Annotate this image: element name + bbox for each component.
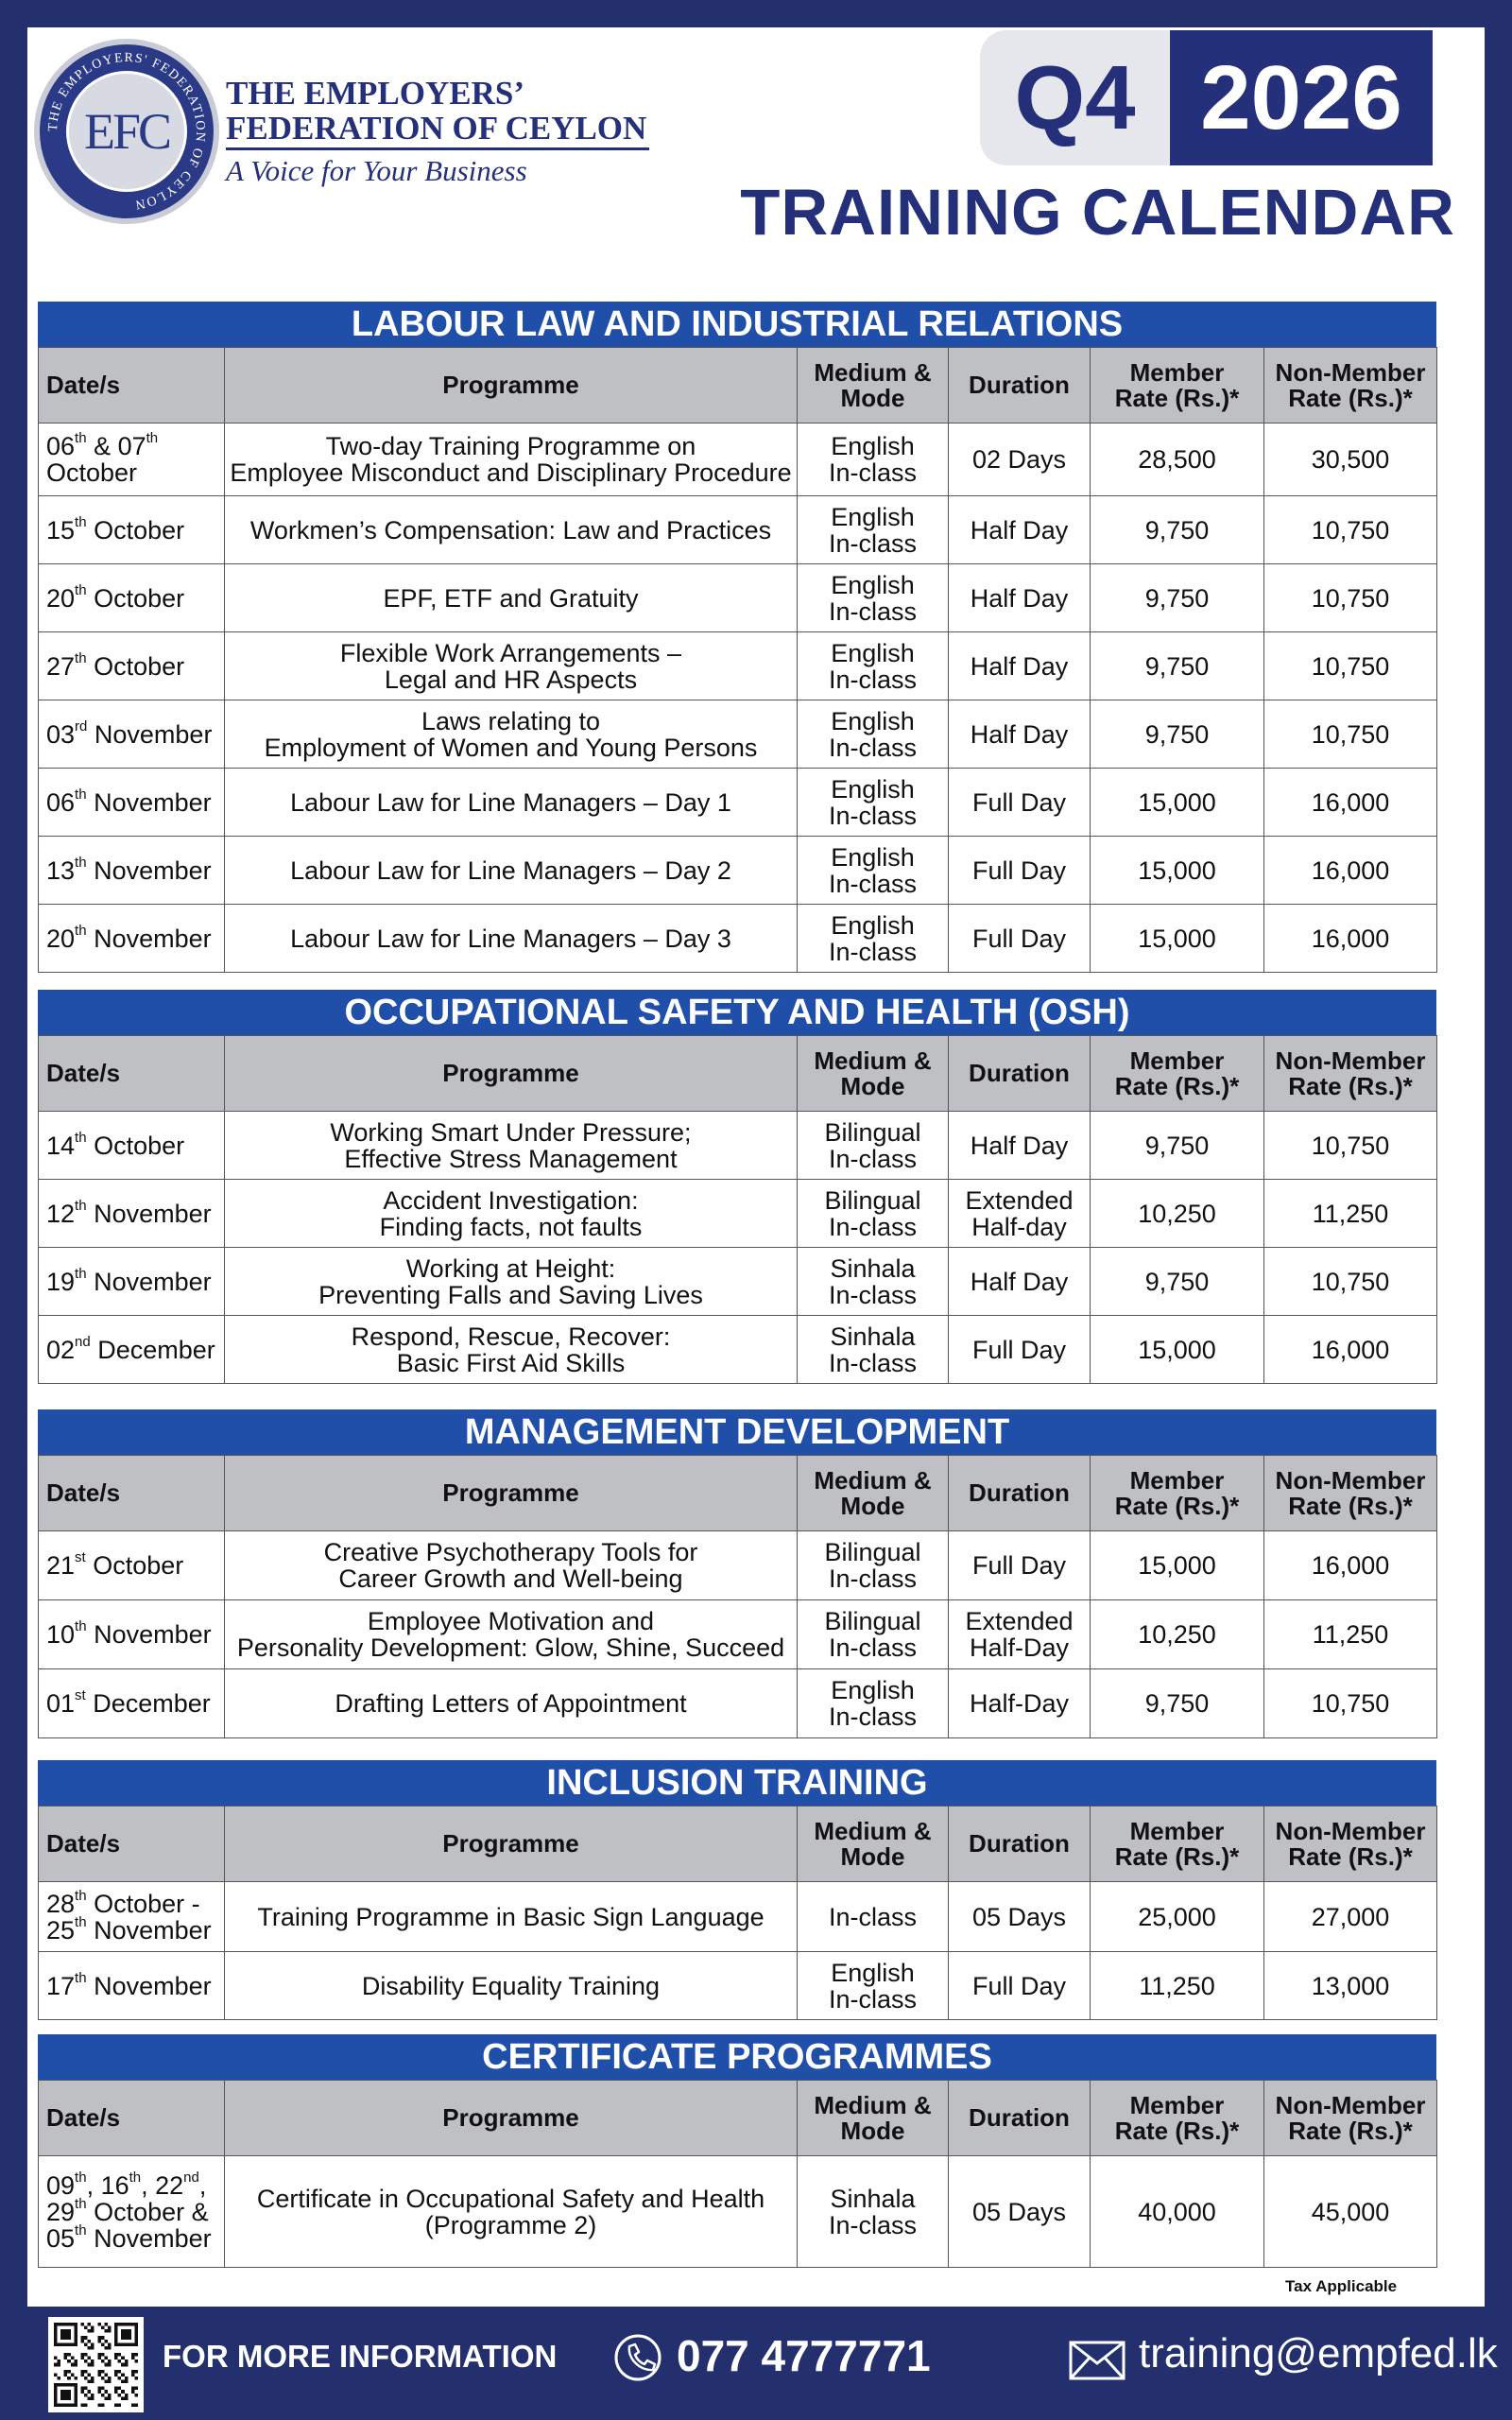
cell-medium: Bilingual In-class <box>798 1600 949 1669</box>
section-title: MANAGEMENT DEVELOPMENT <box>38 1409 1436 1455</box>
table-row <box>39 424 1437 496</box>
cell-nonmember: 10,750 <box>1264 632 1437 700</box>
table-row <box>39 1316 1437 1384</box>
cell-medium: English In-class <box>798 424 949 496</box>
cell-date: 14th October <box>39 1112 225 1180</box>
org-logo-text <box>226 76 649 188</box>
table-header-row <box>39 1036 1437 1112</box>
column-header-programme: Programme <box>225 1036 798 1112</box>
cell-medium: Bilingual In-class <box>798 1180 949 1248</box>
cell-date: 02nd December <box>39 1316 225 1384</box>
cell-programme: Labour Law for Line Managers – Day 1 <box>225 769 798 837</box>
table-row <box>39 1248 1437 1316</box>
cell-medium: English In-class <box>798 496 949 564</box>
cell-member: 11,250 <box>1091 1952 1264 2020</box>
section-title: LABOUR LAW AND INDUSTRIAL RELATIONS <box>38 302 1436 347</box>
cell-member: 9,750 <box>1091 1669 1264 1738</box>
cell-programme: Workmen’s Compensation: Law and Practices <box>225 496 798 564</box>
table-header-row <box>39 1806 1437 1882</box>
column-header-member: Member Rate (Rs.)* <box>1091 348 1264 424</box>
cell-medium: Sinhala In-class <box>798 2156 949 2268</box>
table-row <box>39 1531 1437 1600</box>
table-row <box>39 837 1437 905</box>
cell-medium: In-class <box>798 1882 949 1952</box>
cell-medium: English In-class <box>798 1952 949 2020</box>
page-title: TRAINING CALENDAR <box>740 176 1455 249</box>
cell-medium: English In-class <box>798 700 949 769</box>
cell-duration: Full Day <box>949 1316 1091 1384</box>
cell-duration: 05 Days <box>949 1882 1091 1952</box>
column-header-nonmember: Non-Member Rate (Rs.)* <box>1264 348 1437 424</box>
column-header-duration: Duration <box>949 348 1091 424</box>
table-row <box>39 700 1437 769</box>
cell-date: 12th November <box>39 1180 225 1248</box>
cell-nonmember: 10,750 <box>1264 1248 1437 1316</box>
column-header-medium: Medium & Mode <box>798 2081 949 2156</box>
cell-date: 28th October - 25th November <box>39 1882 225 1952</box>
cell-date: 19th November <box>39 1248 225 1316</box>
table-row <box>39 2156 1437 2268</box>
cell-nonmember: 10,750 <box>1264 1669 1437 1738</box>
column-header-date: Date/s <box>39 2081 225 2156</box>
cell-nonmember: 16,000 <box>1264 769 1437 837</box>
cell-member: 15,000 <box>1091 1531 1264 1600</box>
table-header-row <box>39 348 1437 424</box>
schedule-table <box>38 347 1437 973</box>
phone-number[interactable]: 077 4777771 <box>677 2331 931 2380</box>
cell-programme: EPF, ETF and Gratuity <box>225 564 798 632</box>
cell-date: 17th November <box>39 1952 225 2020</box>
year-badge: 2026 <box>1170 30 1433 165</box>
column-header-member: Member Rate (Rs.)* <box>1091 2081 1264 2156</box>
column-header-duration: Duration <box>949 2081 1091 2156</box>
cell-programme: Training Programme in Basic Sign Language <box>225 1882 798 1952</box>
cell-member: 40,000 <box>1091 2156 1264 2268</box>
mail-icon <box>1069 2341 1125 2380</box>
cell-medium: Sinhala In-class <box>798 1248 949 1316</box>
column-header-duration: Duration <box>949 1806 1091 1882</box>
cell-date: 01st December <box>39 1669 225 1738</box>
cell-nonmember: 27,000 <box>1264 1882 1437 1952</box>
cell-medium: English In-class <box>798 837 949 905</box>
cell-duration: Full Day <box>949 1531 1091 1600</box>
cell-date: 06th November <box>39 769 225 837</box>
cell-date: 20th November <box>39 905 225 973</box>
cell-member: 10,250 <box>1091 1600 1264 1669</box>
cell-duration: 02 Days <box>949 424 1091 496</box>
cell-date: 21st October <box>39 1531 225 1600</box>
logo-divider <box>226 147 649 150</box>
cell-programme: Drafting Letters of Appointment <box>225 1669 798 1738</box>
cell-nonmember: 16,000 <box>1264 905 1437 973</box>
section-management-development <box>38 1409 1436 1738</box>
cell-nonmember: 10,750 <box>1264 496 1437 564</box>
table-row <box>39 496 1437 564</box>
cell-nonmember: 10,750 <box>1264 1112 1437 1180</box>
table-row <box>39 1952 1437 2020</box>
cell-member: 25,000 <box>1091 1882 1264 1952</box>
cell-member: 28,500 <box>1091 424 1264 496</box>
cell-medium: Bilingual In-class <box>798 1531 949 1600</box>
schedule-table <box>38 1035 1437 1384</box>
column-header-member: Member Rate (Rs.)* <box>1091 1806 1264 1882</box>
logo-initials: EFC <box>83 103 170 160</box>
efc-logo-seal <box>34 39 219 224</box>
cell-duration: Half Day <box>949 564 1091 632</box>
cell-date: 13th November <box>39 837 225 905</box>
cell-programme: Working Smart Under Pressure; Effective Stress Management <box>225 1112 798 1180</box>
cell-date: 10th November <box>39 1600 225 1669</box>
table-header-row <box>39 2081 1437 2156</box>
cell-medium: Sinhala In-class <box>798 1316 949 1384</box>
table-row <box>39 632 1437 700</box>
column-header-programme: Programme <box>225 348 798 424</box>
section-inclusion-training <box>38 1760 1436 2020</box>
cell-programme: Respond, Rescue, Recover: Basic First Aid Skills <box>225 1316 798 1384</box>
cell-nonmember: 11,250 <box>1264 1600 1437 1669</box>
table-row <box>39 1669 1437 1738</box>
tax-note: Tax Applicable <box>1285 2277 1398 2295</box>
column-header-nonmember: Non-Member Rate (Rs.)* <box>1264 1456 1437 1531</box>
section-title: OCCUPATIONAL SAFETY AND HEALTH (OSH) <box>38 990 1436 1035</box>
column-header-duration: Duration <box>949 1456 1091 1531</box>
cell-member: 10,250 <box>1091 1180 1264 1248</box>
column-header-medium: Medium & Mode <box>798 1036 949 1112</box>
cell-member: 15,000 <box>1091 769 1264 837</box>
cell-programme: Labour Law for Line Managers – Day 3 <box>225 905 798 973</box>
column-header-programme: Programme <box>225 1456 798 1531</box>
cell-duration: Half-Day <box>949 1669 1091 1738</box>
cell-duration: Full Day <box>949 905 1091 973</box>
cell-duration: Full Day <box>949 837 1091 905</box>
cell-member: 15,000 <box>1091 837 1264 905</box>
phone-icon <box>613 2333 662 2382</box>
cell-nonmember: 16,000 <box>1264 1531 1437 1600</box>
cell-date: 09th, 16th, 22nd, 29th October & 05th November <box>39 2156 225 2268</box>
column-header-date: Date/s <box>39 1456 225 1531</box>
column-header-nonmember: Non-Member Rate (Rs.)* <box>1264 1806 1437 1882</box>
column-header-nonmember: Non-Member Rate (Rs.)* <box>1264 2081 1437 2156</box>
cell-duration: Extended Half-day <box>949 1180 1091 1248</box>
cell-member: 9,750 <box>1091 700 1264 769</box>
table-row <box>39 905 1437 973</box>
cell-duration: Half Day <box>949 496 1091 564</box>
cell-duration: Half Day <box>949 1248 1091 1316</box>
cell-member: 9,750 <box>1091 564 1264 632</box>
cell-programme: Two-day Training Programme on Employee Misconduct and Disciplinary Procedure <box>225 424 798 496</box>
qr-code-icon[interactable] <box>48 2317 144 2412</box>
cell-date: 06th & 07th October <box>39 424 225 496</box>
cell-duration: Half Day <box>949 1112 1091 1180</box>
table-row <box>39 769 1437 837</box>
section-occupational-safety-and-health-osh <box>38 990 1436 1384</box>
cell-nonmember: 30,500 <box>1264 424 1437 496</box>
cell-nonmember: 11,250 <box>1264 1180 1437 1248</box>
cell-medium: English In-class <box>798 564 949 632</box>
cell-programme: Working at Height: Preventing Falls and Saving Lives <box>225 1248 798 1316</box>
column-header-member: Member Rate (Rs.)* <box>1091 1456 1264 1531</box>
cell-member: 9,750 <box>1091 1248 1264 1316</box>
cell-medium: Bilingual In-class <box>798 1112 949 1180</box>
table-row <box>39 1882 1437 1952</box>
schedule-table <box>38 1806 1437 2020</box>
cell-medium: English In-class <box>798 769 949 837</box>
cell-duration: Extended Half-Day <box>949 1600 1091 1669</box>
cell-nonmember: 16,000 <box>1264 837 1437 905</box>
cell-programme: Certificate in Occupational Safety and Health (Programme 2) <box>225 2156 798 2268</box>
cell-duration: Half Day <box>949 700 1091 769</box>
column-header-programme: Programme <box>225 1806 798 1882</box>
column-header-duration: Duration <box>949 1036 1091 1112</box>
cell-member: 9,750 <box>1091 496 1264 564</box>
cell-nonmember: 13,000 <box>1264 1952 1437 2020</box>
cell-medium: English In-class <box>798 632 949 700</box>
cell-date: 03rd November <box>39 700 225 769</box>
cell-programme: Disability Equality Training <box>225 1952 798 2020</box>
column-header-medium: Medium & Mode <box>798 348 949 424</box>
column-header-date: Date/s <box>39 1036 225 1112</box>
column-header-date: Date/s <box>39 1806 225 1882</box>
cell-medium: English In-class <box>798 1669 949 1738</box>
cell-member: 9,750 <box>1091 632 1264 700</box>
cell-nonmember: 16,000 <box>1264 1316 1437 1384</box>
table-header-row <box>39 1456 1437 1531</box>
table-row <box>39 1180 1437 1248</box>
column-header-date: Date/s <box>39 348 225 424</box>
column-header-member: Member Rate (Rs.)* <box>1091 1036 1264 1112</box>
section-title: INCLUSION TRAINING <box>38 1760 1436 1806</box>
cell-duration: Full Day <box>949 769 1091 837</box>
cell-nonmember: 45,000 <box>1264 2156 1437 2268</box>
cell-programme: Labour Law for Line Managers – Day 2 <box>225 837 798 905</box>
more-info-label: FOR MORE INFORMATION <box>163 2339 558 2374</box>
org-name-line1: THE EMPLOYERS’ <box>226 75 525 112</box>
schedule-table <box>38 2080 1437 2268</box>
cell-programme: Laws relating to Employment of Women and Young Persons <box>225 700 798 769</box>
section-certificate-programmes <box>38 2034 1436 2268</box>
cell-medium: English In-class <box>798 905 949 973</box>
column-header-medium: Medium & Mode <box>798 1806 949 1882</box>
quarter-badge: Q4 <box>980 30 1170 165</box>
table-row <box>39 564 1437 632</box>
cell-programme: Flexible Work Arrangements – Legal and HR Aspects <box>225 632 798 700</box>
cell-programme: Employee Motivation and Personality Development: Glow, Shine, Succeed <box>225 1600 798 1669</box>
table-row <box>39 1112 1437 1180</box>
column-header-nonmember: Non-Member Rate (Rs.)* <box>1264 1036 1437 1112</box>
cell-nonmember: 10,750 <box>1264 564 1437 632</box>
section-labour-law-and-industrial-relations <box>38 302 1436 973</box>
cell-duration: Full Day <box>949 1952 1091 2020</box>
cell-programme: Creative Psychotherapy Tools for Career Growth and Well-being <box>225 1531 798 1600</box>
cell-member: 9,750 <box>1091 1112 1264 1180</box>
cell-duration: Half Day <box>949 632 1091 700</box>
svg-text:THE EMPLOYERS' FEDERATION OF C: THE EMPLOYERS' FEDERATION OF CEYLON <box>45 50 208 212</box>
column-header-programme: Programme <box>225 2081 798 2156</box>
cell-date: 20th October <box>39 564 225 632</box>
table-row <box>39 1600 1437 1669</box>
email-address[interactable]: training@empfed.lk <box>1139 2330 1498 2377</box>
cell-nonmember: 10,750 <box>1264 700 1437 769</box>
column-header-medium: Medium & Mode <box>798 1456 949 1531</box>
cell-date: 15th October <box>39 496 225 564</box>
org-name-line2: FEDERATION OF CEYLON <box>226 110 647 147</box>
cell-programme: Accident Investigation: Finding facts, not faults <box>225 1180 798 1248</box>
cell-duration: 05 Days <box>949 2156 1091 2268</box>
cell-date: 27th October <box>39 632 225 700</box>
org-tagline: A Voice for Your Business <box>226 154 527 187</box>
schedule-table <box>38 1455 1437 1738</box>
section-title: CERTIFICATE PROGRAMMES <box>38 2034 1436 2080</box>
cell-member: 15,000 <box>1091 1316 1264 1384</box>
cell-member: 15,000 <box>1091 905 1264 973</box>
